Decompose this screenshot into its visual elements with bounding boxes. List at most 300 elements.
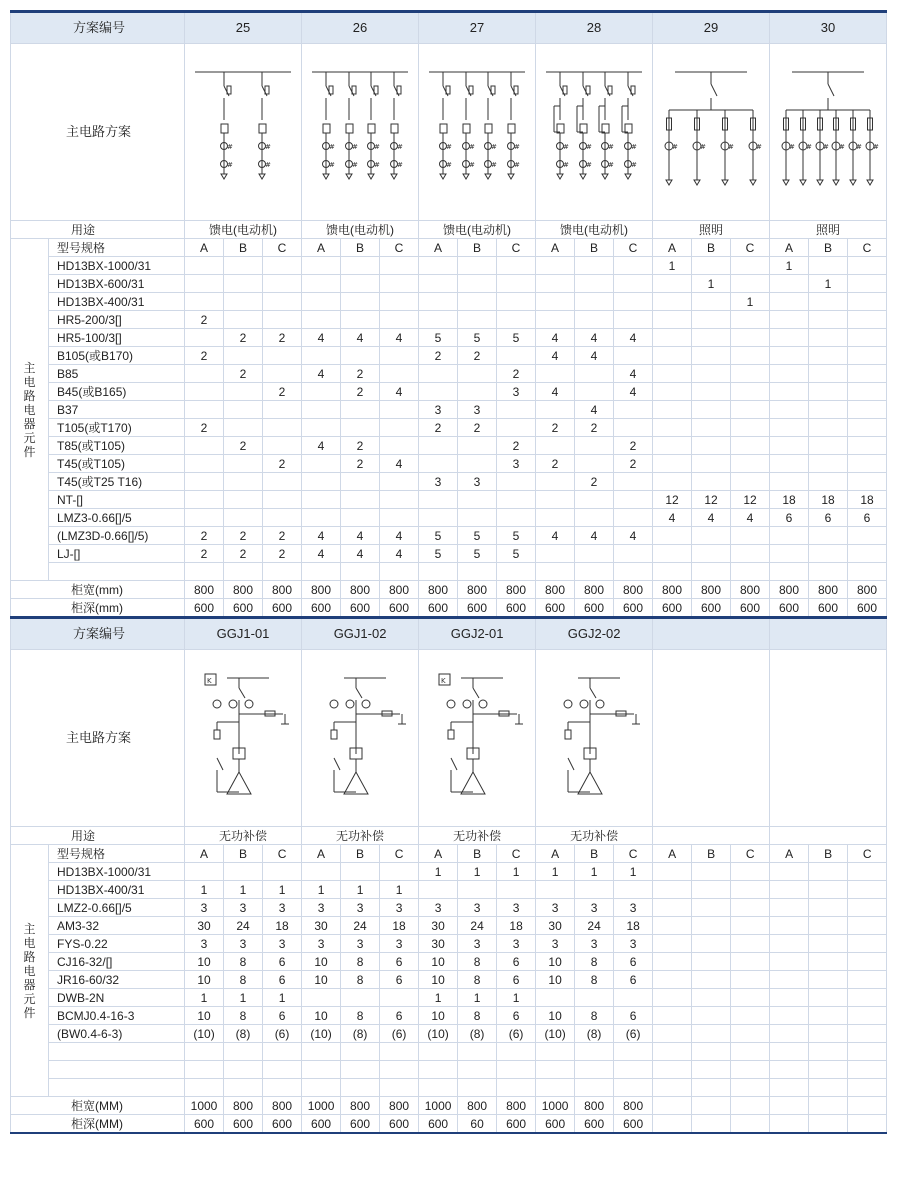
- quantity-cell: 5: [497, 329, 536, 347]
- blank-cell: [575, 1079, 614, 1097]
- blank-cell: [770, 563, 809, 581]
- quantity-cell: [770, 329, 809, 347]
- table-row: [11, 455, 887, 473]
- quantity-cell: 2: [341, 437, 380, 455]
- usage-row: [11, 827, 887, 845]
- cabinet-width-value: 800: [809, 581, 848, 599]
- cabinet-width-value: [692, 1097, 731, 1115]
- blank-cell: [49, 1061, 185, 1079]
- quantity-cell: 3: [497, 383, 536, 401]
- quantity-cell: [692, 419, 731, 437]
- quantity-cell: 10: [185, 1007, 224, 1025]
- scheme-number: GGJ1-01: [185, 618, 302, 650]
- quantity-cell: [692, 863, 731, 881]
- quantity-cell: (8): [224, 1025, 263, 1043]
- svg-text:#: #: [631, 161, 637, 169]
- quantity-cell: 4: [536, 383, 575, 401]
- cabinet-depth-value: 600: [497, 599, 536, 618]
- svg-text:#: #: [514, 143, 520, 151]
- component-name: (BW0.4-6-3): [49, 1025, 185, 1043]
- quantity-cell: [224, 311, 263, 329]
- quantity-cell: 10: [536, 971, 575, 989]
- quantity-cell: [575, 881, 614, 899]
- quantity-cell: [575, 275, 614, 293]
- quantity-cell: 1: [692, 275, 731, 293]
- scheme-number: GGJ1-02: [302, 618, 419, 650]
- quantity-cell: 6: [614, 1007, 653, 1025]
- quantity-cell: 18: [770, 491, 809, 509]
- quantity-cell: 4: [302, 365, 341, 383]
- quantity-cell: 3: [380, 899, 419, 917]
- quantity-cell: [692, 881, 731, 899]
- quantity-cell: [653, 545, 692, 563]
- quantity-cell: [263, 257, 302, 275]
- variant-label: B: [575, 239, 614, 257]
- svg-text:K: K: [441, 677, 446, 685]
- quantity-cell: 18: [809, 491, 848, 509]
- variant-label: A: [653, 845, 692, 863]
- quantity-cell: 4: [341, 527, 380, 545]
- quantity-cell: [692, 257, 731, 275]
- cabinet-width-label: 柜宽(mm): [11, 581, 185, 599]
- blank-cell: [731, 1043, 770, 1061]
- quantity-cell: [224, 863, 263, 881]
- blank-cell: [49, 563, 185, 581]
- cabinet-width-value: 1000: [185, 1097, 224, 1115]
- svg-text:K: K: [207, 677, 212, 685]
- quantity-cell: 4: [614, 365, 653, 383]
- quantity-cell: [731, 863, 770, 881]
- usage-value: 无功补偿: [185, 827, 302, 845]
- component-name: HD13BX-400/31: [49, 293, 185, 311]
- quantity-cell: [341, 509, 380, 527]
- quantity-cell: 2: [536, 455, 575, 473]
- blank-cell: [263, 1043, 302, 1061]
- quantity-cell: 6: [263, 971, 302, 989]
- quantity-cell: 3: [497, 899, 536, 917]
- component-name: LJ-[]: [49, 545, 185, 563]
- variant-label: B: [692, 239, 731, 257]
- quantity-cell: [263, 473, 302, 491]
- quantity-cell: [497, 311, 536, 329]
- quantity-cell: [848, 917, 887, 935]
- quantity-cell: [731, 989, 770, 1007]
- quantity-cell: [770, 437, 809, 455]
- quantity-cell: [809, 419, 848, 437]
- quantity-cell: [185, 473, 224, 491]
- quantity-cell: 1: [575, 863, 614, 881]
- blank-cell: [809, 563, 848, 581]
- quantity-cell: 3: [614, 935, 653, 953]
- circuit-diagram: [536, 44, 653, 221]
- quantity-cell: 4: [614, 383, 653, 401]
- quantity-cell: [809, 365, 848, 383]
- quantity-cell: [497, 275, 536, 293]
- quantity-cell: 2: [341, 383, 380, 401]
- table-row: [11, 1007, 887, 1025]
- quantity-cell: [185, 455, 224, 473]
- variant-label: A: [770, 239, 809, 257]
- component-name: HR5-200/3[]: [49, 311, 185, 329]
- cabinet-depth-value: 600: [419, 599, 458, 618]
- quantity-cell: [263, 509, 302, 527]
- svg-text:#: #: [329, 161, 335, 169]
- quantity-cell: 4: [341, 329, 380, 347]
- blank-cell: [575, 1043, 614, 1061]
- quantity-cell: [731, 311, 770, 329]
- quantity-cell: 1: [809, 275, 848, 293]
- quantity-cell: [224, 473, 263, 491]
- cabinet-width-value: 800: [614, 581, 653, 599]
- blank-cell: [653, 1079, 692, 1097]
- quantity-cell: 1: [770, 257, 809, 275]
- quantity-cell: 6: [848, 509, 887, 527]
- cabinet-depth-value: 600: [419, 1115, 458, 1134]
- quantity-cell: [653, 329, 692, 347]
- blank-cell: [809, 1061, 848, 1079]
- quantity-cell: [692, 329, 731, 347]
- blank-cell: [614, 1043, 653, 1061]
- quantity-cell: [497, 491, 536, 509]
- quantity-cell: 2: [497, 365, 536, 383]
- table-row: [11, 311, 887, 329]
- quantity-cell: 4: [302, 545, 341, 563]
- cabinet-depth-value: 600: [653, 599, 692, 618]
- quantity-cell: [575, 989, 614, 1007]
- quantity-cell: [848, 899, 887, 917]
- component-name: (LMZ3D-0.66[]/5): [49, 527, 185, 545]
- quantity-cell: [848, 1025, 887, 1043]
- quantity-cell: [302, 311, 341, 329]
- blank-cell: [731, 563, 770, 581]
- quantity-cell: [770, 473, 809, 491]
- scheme-number: GGJ2-01: [419, 618, 536, 650]
- quantity-cell: 1: [614, 863, 653, 881]
- blank-cell: [653, 563, 692, 581]
- quantity-cell: 4: [380, 329, 419, 347]
- quantity-cell: [263, 401, 302, 419]
- quantity-cell: [458, 491, 497, 509]
- blank-cell: [536, 563, 575, 581]
- quantity-cell: 2: [458, 347, 497, 365]
- quantity-cell: 5: [419, 329, 458, 347]
- quantity-cell: [263, 365, 302, 383]
- quantity-cell: [770, 401, 809, 419]
- quantity-cell: 2: [263, 455, 302, 473]
- quantity-cell: [653, 899, 692, 917]
- quantity-cell: (8): [341, 1025, 380, 1043]
- variant-label: A: [185, 239, 224, 257]
- quantity-cell: 3: [224, 935, 263, 953]
- quantity-cell: 5: [458, 329, 497, 347]
- quantity-cell: [848, 401, 887, 419]
- blank-cell: [692, 1079, 731, 1097]
- quantity-cell: [731, 473, 770, 491]
- table-row: [11, 917, 887, 935]
- quantity-cell: [263, 347, 302, 365]
- cabinet-depth-value: 600: [536, 599, 575, 618]
- quantity-cell: [653, 383, 692, 401]
- blank-cell: [653, 1043, 692, 1061]
- quantity-cell: 3: [575, 899, 614, 917]
- quantity-cell: 4: [575, 347, 614, 365]
- cabinet-depth-value: [848, 1115, 887, 1134]
- quantity-cell: [809, 527, 848, 545]
- blank-cell: [458, 1043, 497, 1061]
- cabinet-width-value: [731, 1097, 770, 1115]
- svg-text:#: #: [608, 161, 614, 169]
- cabinet-depth-value: 600: [575, 1115, 614, 1134]
- quantity-cell: [731, 1025, 770, 1043]
- quantity-cell: [185, 383, 224, 401]
- svg-text:#: #: [563, 143, 569, 151]
- quantity-cell: [653, 881, 692, 899]
- quantity-cell: [419, 257, 458, 275]
- quantity-cell: 24: [575, 917, 614, 935]
- quantity-cell: 6: [380, 971, 419, 989]
- blank-cell: [380, 1061, 419, 1079]
- quantity-cell: [731, 329, 770, 347]
- quantity-cell: [653, 917, 692, 935]
- quantity-cell: [653, 1007, 692, 1025]
- blank-cell: [419, 563, 458, 581]
- quantity-cell: [653, 365, 692, 383]
- cabinet-width-value: 800: [380, 1097, 419, 1115]
- component-name: T45(或T25 T16): [49, 473, 185, 491]
- usage-value: 无功补偿: [419, 827, 536, 845]
- quantity-cell: [380, 419, 419, 437]
- cabinet-width-label: 柜宽(MM): [11, 1097, 185, 1115]
- quantity-cell: [341, 311, 380, 329]
- blank-cell: [419, 1079, 458, 1097]
- variant-label: B: [224, 845, 263, 863]
- quantity-cell: [692, 1007, 731, 1025]
- quantity-cell: [302, 989, 341, 1007]
- scheme-table-1: [10, 10, 887, 618]
- quantity-cell: 2: [185, 545, 224, 563]
- blank-cell: [458, 563, 497, 581]
- blank-row: [11, 563, 887, 581]
- quantity-cell: [341, 293, 380, 311]
- quantity-cell: 3: [497, 455, 536, 473]
- svg-text:#: #: [563, 161, 569, 169]
- quantity-cell: [770, 1025, 809, 1043]
- quantity-cell: 1: [263, 989, 302, 1007]
- scheme-number: [653, 618, 770, 650]
- blank-row: [11, 1043, 887, 1061]
- component-name: NT-[]: [49, 491, 185, 509]
- quantity-cell: [536, 437, 575, 455]
- quantity-cell: [770, 527, 809, 545]
- quantity-cell: [224, 347, 263, 365]
- quantity-cell: [380, 293, 419, 311]
- quantity-cell: [653, 989, 692, 1007]
- table-row: [11, 401, 887, 419]
- quantity-cell: 2: [458, 419, 497, 437]
- circuit-diagram: [536, 650, 653, 827]
- blank-cell: [263, 563, 302, 581]
- quantity-cell: [302, 473, 341, 491]
- quantity-cell: [848, 455, 887, 473]
- quantity-cell: [263, 491, 302, 509]
- quantity-cell: [809, 971, 848, 989]
- quantity-cell: 2: [224, 527, 263, 545]
- quantity-cell: [419, 437, 458, 455]
- cabinet-width-value: [770, 1097, 809, 1115]
- quantity-cell: [653, 311, 692, 329]
- cabinet-depth-value: 600: [185, 1115, 224, 1134]
- quantity-cell: [770, 935, 809, 953]
- blank-cell: [731, 1079, 770, 1097]
- svg-text:#: #: [329, 143, 335, 151]
- quantity-cell: 2: [263, 545, 302, 563]
- quantity-cell: 5: [458, 527, 497, 545]
- quantity-cell: [497, 419, 536, 437]
- variant-label: A: [653, 239, 692, 257]
- quantity-cell: 4: [536, 347, 575, 365]
- blank-cell: [614, 1061, 653, 1079]
- svg-text:#: #: [631, 143, 637, 151]
- quantity-cell: [380, 347, 419, 365]
- quantity-cell: [692, 1025, 731, 1043]
- quantity-cell: 2: [263, 527, 302, 545]
- quantity-cell: [770, 971, 809, 989]
- scheme-number: 27: [419, 12, 536, 44]
- quantity-cell: [848, 935, 887, 953]
- blank-cell: [224, 1061, 263, 1079]
- blank-cell: [809, 1043, 848, 1061]
- quantity-cell: [419, 383, 458, 401]
- quantity-cell: [848, 971, 887, 989]
- table-row: [11, 365, 887, 383]
- quantity-cell: 5: [497, 527, 536, 545]
- quantity-cell: (8): [575, 1025, 614, 1043]
- quantity-cell: [809, 1025, 848, 1043]
- quantity-cell: 18: [848, 491, 887, 509]
- quantity-cell: [770, 419, 809, 437]
- quantity-cell: 2: [419, 347, 458, 365]
- quantity-cell: [380, 365, 419, 383]
- circuit-row: [11, 650, 887, 827]
- quantity-cell: [341, 419, 380, 437]
- usage-value: 照明: [770, 221, 887, 239]
- cabinet-width-value: 800: [341, 1097, 380, 1115]
- quantity-cell: 1: [302, 881, 341, 899]
- quantity-cell: 2: [341, 455, 380, 473]
- quantity-cell: [731, 1007, 770, 1025]
- quantity-cell: [692, 383, 731, 401]
- quantity-cell: [302, 347, 341, 365]
- quantity-cell: [653, 863, 692, 881]
- quantity-cell: 8: [224, 1007, 263, 1025]
- quantity-cell: [770, 863, 809, 881]
- component-name: HD13BX-600/31: [49, 275, 185, 293]
- svg-text:#: #: [839, 143, 845, 151]
- quantity-cell: [614, 989, 653, 1007]
- quantity-cell: 18: [497, 917, 536, 935]
- variant-label: B: [224, 239, 263, 257]
- quantity-cell: [809, 257, 848, 275]
- quantity-cell: 4: [731, 509, 770, 527]
- quantity-cell: [458, 455, 497, 473]
- quantity-cell: [809, 437, 848, 455]
- quantity-cell: 3: [536, 935, 575, 953]
- quantity-cell: 1: [653, 257, 692, 275]
- usage-value: 馈电(电动机): [536, 221, 653, 239]
- cabinet-width-value: 800: [419, 581, 458, 599]
- quantity-cell: [302, 293, 341, 311]
- quantity-cell: [809, 293, 848, 311]
- quantity-cell: [536, 365, 575, 383]
- variant-label: B: [692, 845, 731, 863]
- quantity-cell: [692, 917, 731, 935]
- quantity-cell: [341, 275, 380, 293]
- component-name: JR16-60/32: [49, 971, 185, 989]
- quantity-cell: 10: [185, 971, 224, 989]
- quantity-cell: 3: [380, 935, 419, 953]
- quantity-cell: [731, 455, 770, 473]
- quantity-cell: [185, 509, 224, 527]
- variant-label: C: [497, 845, 536, 863]
- spec-label: 型号规格: [49, 239, 185, 257]
- quantity-cell: [770, 455, 809, 473]
- blank-cell: [458, 1079, 497, 1097]
- quantity-cell: [419, 455, 458, 473]
- variant-label: A: [185, 845, 224, 863]
- quantity-cell: 2: [224, 545, 263, 563]
- quantity-cell: 2: [185, 311, 224, 329]
- blank-cell: [497, 1043, 536, 1061]
- cabinet-width-row: [11, 581, 887, 599]
- quantity-cell: 3: [458, 401, 497, 419]
- circuit-diagram: [770, 650, 887, 827]
- quantity-cell: [731, 899, 770, 917]
- quantity-cell: [380, 473, 419, 491]
- cabinet-depth-value: 600: [302, 1115, 341, 1134]
- quantity-cell: [419, 275, 458, 293]
- quantity-cell: 10: [536, 953, 575, 971]
- svg-text:#: #: [227, 143, 233, 151]
- quantity-cell: [731, 365, 770, 383]
- quantity-cell: [341, 863, 380, 881]
- cabinet-width-value: 800: [653, 581, 692, 599]
- blank-cell: [380, 1043, 419, 1061]
- blank-cell: [341, 1043, 380, 1061]
- quantity-cell: [809, 989, 848, 1007]
- svg-text:#: #: [374, 143, 380, 151]
- quantity-cell: [224, 293, 263, 311]
- svg-text:#: #: [789, 143, 795, 151]
- quantity-cell: [653, 527, 692, 545]
- quantity-cell: 1: [419, 863, 458, 881]
- quantity-cell: [497, 401, 536, 419]
- cabinet-depth-value: 600: [692, 599, 731, 618]
- cabinet-depth-row: [11, 599, 887, 618]
- usage-value: 馈电(电动机): [302, 221, 419, 239]
- quantity-cell: [653, 953, 692, 971]
- cabinet-width-value: 800: [263, 581, 302, 599]
- cabinet-depth-value: 600: [185, 599, 224, 618]
- quantity-cell: 6: [497, 953, 536, 971]
- circuit-diagram: [770, 44, 887, 221]
- quantity-cell: [575, 383, 614, 401]
- quantity-cell: 6: [614, 953, 653, 971]
- quantity-cell: 3: [458, 935, 497, 953]
- quantity-cell: [380, 311, 419, 329]
- side-label-text: 主电路电器元件: [23, 360, 36, 459]
- variant-label: C: [614, 845, 653, 863]
- blank-cell: [770, 1043, 809, 1061]
